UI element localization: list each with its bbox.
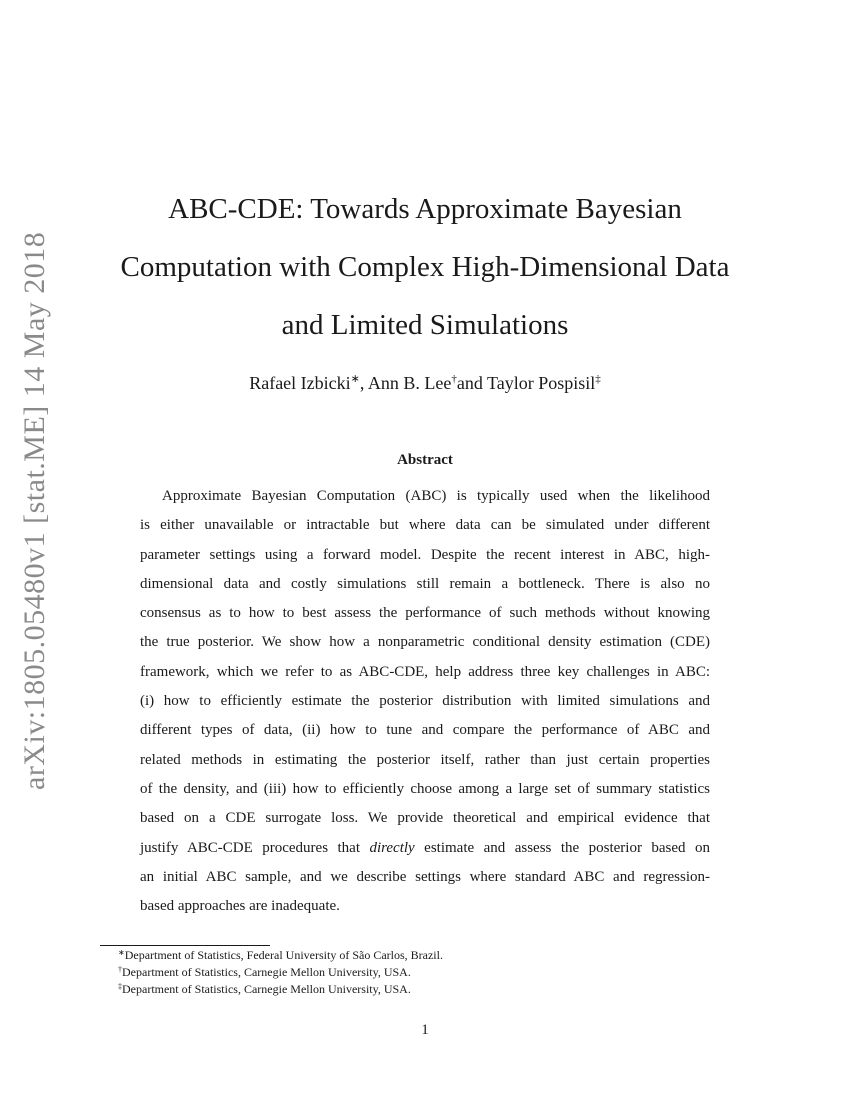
title-line: ABC-CDE: Towards Approximate Bayesian [168,193,682,225]
abstract-line: (i) how to efficiently estimate the posterior distribution with limited simulations and [140,693,710,710]
abstract-line: dimensional data and costly simulations still remain a bottleneck. There is also no [140,575,710,592]
author-name: Rafael Izbicki [249,373,351,393]
footnote-mark: † [451,373,457,385]
abstract-heading: Abstract [397,452,453,468]
abstract-text: justify ABC-CDE procedures that [140,839,370,856]
footnote-text: Department of Statistics, Carnegie Mellon University, USA. [122,982,411,996]
abstract-line: different types of data, (ii) how to tune and compare the performance of ABC and [140,722,710,739]
abstract-line: related methods in estimating the posterior itself, rather than just certain properties [140,751,710,768]
footnote-text: Department of Statistics, Federal University of São Carlos, Brazil. [124,948,443,962]
abstract-line: an initial ABC sample, and we describe settings where standard ABC and regression- [140,868,710,885]
author-list [100,373,750,394]
author-name: Ann B. Lee [367,373,452,393]
abstract-line: consensus as to how to best assess the performance of such methods without knowing [140,605,710,622]
abstract-line: based on a CDE surrogate loss. We provide theoretical and empirical evidence that [140,810,710,827]
page-number: 1 [421,1022,429,1038]
author-name: Taylor Pospisil [487,373,596,393]
paper-title [100,180,750,354]
abstract-line: parameter settings using a forward model. Despite the recent interest in ABC, high- [140,546,710,563]
abstract-text: estimate and assess the posterior based on [414,839,710,856]
footnote-mark: ‡ [118,982,122,991]
footnote-divider [100,945,270,946]
footnote [118,947,443,964]
author-separator: and [456,373,488,393]
footnote-mark: ∗ [350,373,360,385]
abstract-body [140,482,710,921]
footnote-text: Department of Statistics, Carnegie Mellon University, USA. [122,965,411,979]
emphasized-word: directly [369,839,415,856]
footnote-mark: † [118,965,122,974]
footnote [118,964,443,981]
abstract-line: the true posterior. We show how a nonparametric conditional density estimation (CDE) [140,634,710,651]
footnotes [118,947,443,998]
title-line: and Limited Simulations [281,309,569,341]
footnote-mark: ‡ [595,373,601,385]
arxiv-identifier-stamp: arXiv:1805.05480v1 [stat.ME] 14 May 2018 [18,231,51,790]
title-line: Computation with Complex High-Dimensional Data [120,251,730,283]
abstract-line: framework, which we refer to as ABC-CDE, help address three key challenges in ABC: [140,663,710,680]
footnote-mark: ∗ [118,948,125,957]
abstract-line: Approximate Bayesian Computation (ABC) is typically used when the likelihood [162,488,710,504]
abstract-line: based approaches are inadequate. [140,898,340,915]
footnote [118,981,443,998]
abstract-line: of the density, and (iii) how to efficiently choose among a large set of summary statistics [140,780,710,797]
abstract-line [140,834,710,863]
abstract-line: is either unavailable or intractable but where data can be simulated under different [140,517,710,534]
author-separator: , [359,373,368,393]
